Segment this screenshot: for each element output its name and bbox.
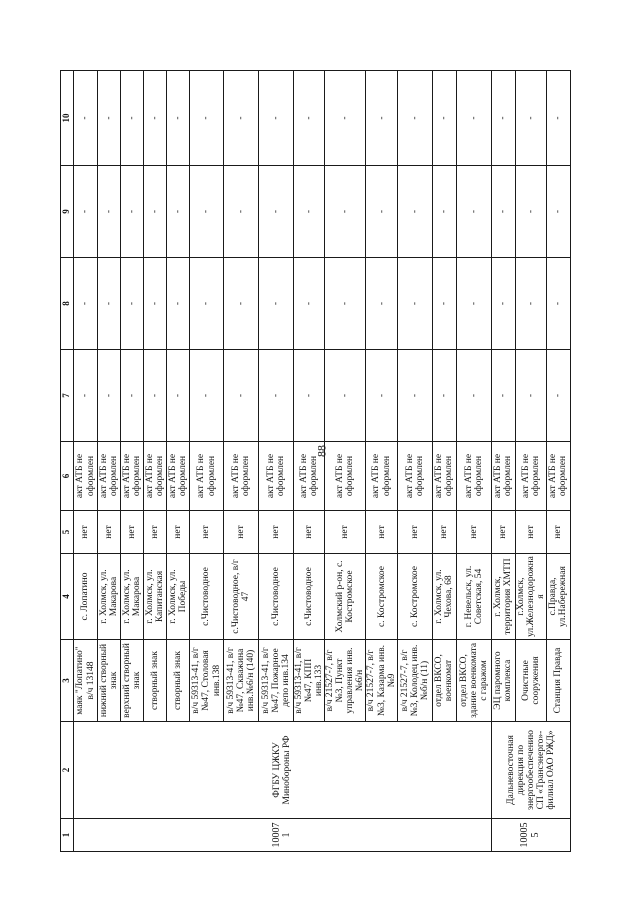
column-10-value: -	[224, 71, 259, 166]
data-table	[60, 70, 571, 852]
column-header: 10	[61, 71, 74, 166]
object-name: отдел ВКСО, военкомат	[432, 640, 456, 722]
column-9-value: -	[366, 166, 397, 258]
column-6-value: акт АТБ не оформлен	[98, 442, 121, 511]
column-6-value: акт АТБ не оформлен	[74, 442, 98, 511]
object-name: в/ч 59313-41, в/г №47, КПП инв.133	[294, 640, 325, 722]
organization-name: Дальневосточная дирекция по энергообеспечению СП «Трансэнерго»-филиал ОАО РЖД»	[491, 722, 570, 819]
column-7-value: -	[397, 350, 432, 442]
column-10-value: -	[325, 71, 366, 166]
column-header: 1	[61, 819, 74, 852]
column-5-value: нет	[190, 511, 224, 554]
column-6-value: акт АТБ не оформлен	[432, 442, 456, 511]
object-name: нижний створный знак	[98, 640, 121, 722]
column-5-value: нет	[325, 511, 366, 554]
column-7-value: -	[144, 350, 167, 442]
column-8-value: -	[515, 258, 546, 350]
column-6-value: акт АТБ не оформлен	[366, 442, 397, 511]
column-6-value: акт АТБ не оформлен	[259, 442, 294, 511]
column-10-value: -	[74, 71, 98, 166]
column-9-value: -	[144, 166, 167, 258]
object-name: маяк "Лопатино" в/ч 13148	[74, 640, 98, 722]
object-name: отдел ВКСО, здание военкомата с гаражом	[456, 640, 491, 722]
object-name: в/ч 59313-41, в/г №47, Скважина инв.№6/н (140)	[224, 640, 259, 722]
column-header: 2	[61, 722, 74, 819]
column-7-value: -	[491, 350, 515, 442]
object-address: г. Холмск, ул. Капитанская	[144, 554, 167, 640]
column-5-value: нет	[121, 511, 144, 554]
object-address: г. Холмск, территория ХМТП	[491, 554, 515, 640]
column-6-value: акт АТБ не оформлен	[491, 442, 515, 511]
column-8-value: -	[325, 258, 366, 350]
column-header: 3	[61, 640, 74, 722]
object-address: г. Холмск, ул. Макарова	[98, 554, 121, 640]
column-9-value: -	[98, 166, 121, 258]
column-6-value: акт АТБ не оформлен	[397, 442, 432, 511]
column-6-value: акт АТБ не оформлен	[121, 442, 144, 511]
column-10-value: -	[397, 71, 432, 166]
rotated-table-container	[60, 71, 569, 852]
column-7-value: -	[294, 350, 325, 442]
column-10-value: -	[515, 71, 546, 166]
table-row	[491, 71, 515, 852]
column-9-value: -	[294, 166, 325, 258]
object-name: в/ч 21527-7, в/г №3, Пункт управления инв.№6/н	[325, 640, 366, 722]
object-address: с.Правда, ул.Набережная	[546, 554, 570, 640]
column-10-value: -	[190, 71, 224, 166]
object-address: с.Чистоводное, в/г 47	[224, 554, 259, 640]
object-name: створный знак	[167, 640, 190, 722]
column-9-value: -	[224, 166, 259, 258]
column-5-value: нет	[397, 511, 432, 554]
column-6-value: акт АТБ не оформлен	[294, 442, 325, 511]
header-row	[61, 71, 74, 852]
column-10-value: -	[294, 71, 325, 166]
object-name: в/ч 21527-7, в/г №3, Колодец инв.№б/н (11)	[397, 640, 432, 722]
object-address: г. Холмск, ул. Макарова	[121, 554, 144, 640]
column-7-value: -	[366, 350, 397, 442]
object-name: в/ч 59313-41, в/г №47, Столовая инв.138	[190, 640, 224, 722]
column-7-value: -	[167, 350, 190, 442]
column-5-value: нет	[515, 511, 546, 554]
column-10-value: -	[432, 71, 456, 166]
column-9-value: -	[325, 166, 366, 258]
column-7-value: -	[456, 350, 491, 442]
column-8-value: -	[397, 258, 432, 350]
column-8-value: -	[98, 258, 121, 350]
column-header: 8	[61, 258, 74, 350]
column-7-value: -	[432, 350, 456, 442]
column-6-value: акт АТБ не оформлен	[190, 442, 224, 511]
column-9-value: -	[491, 166, 515, 258]
column-5-value: нет	[74, 511, 98, 554]
object-name: в/ч 21527-7, в/г №3, Казарма инв.№9	[366, 640, 397, 722]
column-8-value: -	[259, 258, 294, 350]
object-address: с. Лопатино	[74, 554, 98, 640]
column-10-value: -	[491, 71, 515, 166]
column-6-value: акт АТБ не оформлен	[325, 442, 366, 511]
column-9-value: -	[190, 166, 224, 258]
column-6-value: акт АТБ не оформлен	[515, 442, 546, 511]
column-8-value: -	[190, 258, 224, 350]
column-9-value: -	[167, 166, 190, 258]
column-10-value: -	[366, 71, 397, 166]
table-row	[74, 71, 98, 852]
column-5-value: нет	[432, 511, 456, 554]
organization-name: ФГБУ ЦЖКУ Минобороны РФ	[74, 722, 492, 819]
object-name: верхний створный знак	[121, 640, 144, 722]
column-9-value: -	[546, 166, 570, 258]
column-7-value: -	[190, 350, 224, 442]
object-address: с.Чистоводное	[190, 554, 224, 640]
column-8-value: -	[366, 258, 397, 350]
column-5-value: нет	[167, 511, 190, 554]
column-9-value: -	[259, 166, 294, 258]
column-10-value: -	[259, 71, 294, 166]
column-6-value: акт АТБ не оформлен	[144, 442, 167, 511]
column-5-value: нет	[294, 511, 325, 554]
column-10-value: -	[98, 71, 121, 166]
column-8-value: -	[167, 258, 190, 350]
object-name: ЭЦ паромного комплекса	[491, 640, 515, 722]
object-address: г.Холмск, ул.Железнодорожная	[515, 554, 546, 640]
column-6-value: акт АТБ не оформлен	[546, 442, 570, 511]
column-5-value: нет	[546, 511, 570, 554]
column-header: 5	[61, 511, 74, 554]
column-10-value: -	[546, 71, 570, 166]
object-address: с.Чистоводное	[294, 554, 325, 640]
column-6-value: акт АТБ не оформлен	[167, 442, 190, 511]
column-10-value: -	[167, 71, 190, 166]
table-body	[74, 71, 571, 852]
column-9-value: -	[515, 166, 546, 258]
column-5-value: нет	[491, 511, 515, 554]
column-8-value: -	[224, 258, 259, 350]
object-address: г. Невельск, ул. Советская, 54	[456, 554, 491, 640]
column-5-value: нет	[98, 511, 121, 554]
column-9-value: -	[432, 166, 456, 258]
column-7-value: -	[98, 350, 121, 442]
column-5-value: нет	[456, 511, 491, 554]
column-7-value: -	[224, 350, 259, 442]
column-8-value: -	[491, 258, 515, 350]
object-address: г. Холмск, ул. Чехова, 68	[432, 554, 456, 640]
column-header: 7	[61, 350, 74, 442]
object-name: створный знак	[144, 640, 167, 722]
column-9-value: -	[456, 166, 491, 258]
column-8-value: -	[294, 258, 325, 350]
object-name: в/ч 59313-41, в/г №47, Пожарное депо инв.134	[259, 640, 294, 722]
object-address: г. Холмск, ул. Победы	[167, 554, 190, 640]
column-7-value: -	[515, 350, 546, 442]
column-5-value: нет	[224, 511, 259, 554]
organization-code: 100055	[491, 819, 570, 852]
column-8-value: -	[144, 258, 167, 350]
column-8-value: -	[74, 258, 98, 350]
column-10-value: -	[144, 71, 167, 166]
column-5-value: нет	[144, 511, 167, 554]
column-header: 4	[61, 554, 74, 640]
column-6-value: акт АТБ не оформлен	[224, 442, 259, 511]
column-header: 9	[61, 166, 74, 258]
column-7-value: -	[259, 350, 294, 442]
page-number: 88	[314, 445, 329, 457]
object-address: Холмский р-он, с. Костромское	[325, 554, 366, 640]
column-8-value: -	[546, 258, 570, 350]
object-address: с. Костромское	[366, 554, 397, 640]
object-name: Станция Правда	[546, 640, 570, 722]
column-6-value: акт АТБ не оформлен	[456, 442, 491, 511]
column-8-value: -	[121, 258, 144, 350]
column-8-value: -	[432, 258, 456, 350]
object-name: Очистные сооружения	[515, 640, 546, 722]
column-7-value: -	[546, 350, 570, 442]
column-9-value: -	[121, 166, 144, 258]
column-10-value: -	[121, 71, 144, 166]
column-8-value: -	[456, 258, 491, 350]
column-7-value: -	[121, 350, 144, 442]
object-address: с. Костромское	[397, 554, 432, 640]
column-9-value: -	[397, 166, 432, 258]
column-7-value: -	[74, 350, 98, 442]
column-5-value: нет	[259, 511, 294, 554]
column-header: 6	[61, 442, 74, 511]
column-5-value: нет	[366, 511, 397, 554]
object-address: с.Чистоводное	[259, 554, 294, 640]
organization-code: 100071	[74, 819, 492, 852]
column-9-value: -	[74, 166, 98, 258]
column-7-value: -	[325, 350, 366, 442]
column-10-value: -	[456, 71, 491, 166]
